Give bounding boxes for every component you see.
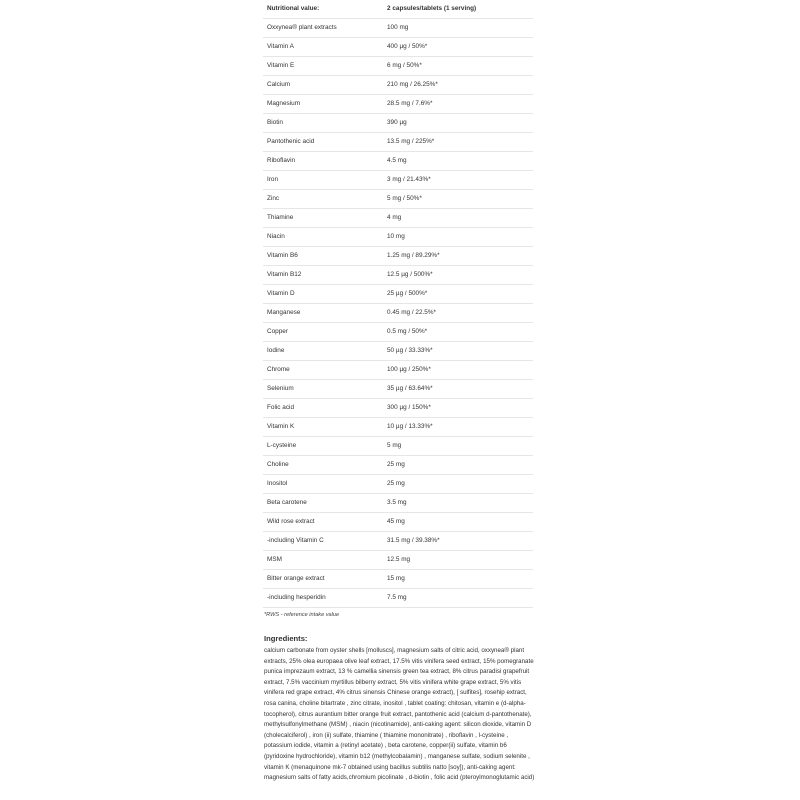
table-row [263,475,533,494]
nutrient-amount: 4 mg [383,209,533,228]
table-row [263,114,533,133]
nutrient-name: Beta carotene [263,494,383,513]
nutrient-amount: 100 mg [383,19,533,38]
table-row [263,304,533,323]
nutrient-amount: 10 mg [383,228,533,247]
nutrient-amount: 6 mg / 50%* [383,57,533,76]
table-row [263,418,533,437]
table-row [263,57,533,76]
table-row [263,437,533,456]
nutrient-name: Niacin [263,228,383,247]
header-nutrient-name: Nutritional value: [263,0,383,19]
nutrient-name: Calcium [263,76,383,95]
nutrient-name: L-cysteine [263,437,383,456]
table-row [263,228,533,247]
nutrition-table [263,0,533,608]
nutrient-amount: 31.5 mg / 39.38%* [383,532,533,551]
table-row [263,19,533,38]
nutrient-amount: 0.45 mg / 22.5%* [383,304,533,323]
table-row [263,323,533,342]
table-row [263,171,533,190]
table-row [263,342,533,361]
nutrient-amount: 25 mg [383,475,533,494]
table-row [263,247,533,266]
nutrient-name: Biotin [263,114,383,133]
nutrient-name: Wild rose extract [263,513,383,532]
nutrient-amount: 13.5 mg / 225%* [383,133,533,152]
nutrient-name: Zinc [263,190,383,209]
table-row [263,266,533,285]
nutrient-amount: 28.5 mg / 7.6%* [383,95,533,114]
nutrient-name: Bitter orange extract [263,570,383,589]
table-header-row [263,0,533,19]
nutrient-amount: 35 µg / 63.64%* [383,380,533,399]
table-row [263,494,533,513]
nutrient-name: Vitamin A [263,38,383,57]
table-row [263,532,533,551]
ingredients-heading: Ingredients: [264,634,308,643]
nutrient-name: Folic acid [263,399,383,418]
nutrient-amount: 3 mg / 21.43%* [383,171,533,190]
nutrient-amount: 5 mg / 50%* [383,190,533,209]
nutrient-name: Iron [263,171,383,190]
nutrient-amount: 7.5 mg [383,589,533,608]
nutrient-name: -including Vitamin C [263,532,383,551]
nutrient-amount: 12.5 mg [383,551,533,570]
nutrient-name: Manganese [263,304,383,323]
nutrient-amount: 1.25 mg / 89.29%* [383,247,533,266]
nutrient-name: Vitamin B12 [263,266,383,285]
nutrient-amount: 400 µg / 50%* [383,38,533,57]
ingredients-text: calcium carbonate from oyster shells [molluscs], magnesium salts of citric acid, oxxynea® plant extracts, 25% olea europaea olive leaf extract, 17.5% vitis vinifera seed extract, 15% pomegranate punica imprezaum extract, 13 % camellia sinensis green tea extract, 8% citrus paradisi grapefruit extract, 7.5% vaccinium myrtillus bilberry extract, 5% vitis vinifera white grape extract, 5% vitis vinifera red grape extract, 4% citrus sinensis Chinese orange extract), [ sulfites], rosehip extract, rosa canina, choline bitartrate , zinc citrate, inositol , tablet coating: chitosan, vitamin e (d-alpha-tocopherol), citrus aurantium bitter orange fruit extract, pantothenic acid (calcium d-pantothenate), methylsulfonylmethane (MSM) , niacin (nicotinamide), anti-caking agent: silicon dioxide, vitamin D (cholecalciferol) , iron (ii) sulfate, thiamine ( thiamine mononitrate) , riboflavin , l-cysteine , potassium iodide, vitamin a (retinyl acetate) , beta carotene, copper(ii) sulfate, vitamin b6 (pyridoxine hydrochloride), vitamin b12 (methylcobalamin) , manganese sulfate, sodium selenite , vitamin K (menaquinone mk-7 obtained using bacillus subtilis natto [soy]), anti-caking agent: magnesium salts of fatty acids,chromium picolinate , d-biotin , folic acid (pteroylmonoglutamic acid) [264,647,535,782]
table-row [263,513,533,532]
table-row [263,456,533,475]
nutrition-table-body [263,19,533,608]
nutrient-name: Vitamin B6 [263,247,383,266]
nutrient-name: -including hesperidin [263,589,383,608]
nutrient-name: MSM [263,551,383,570]
table-row [263,209,533,228]
nutrient-name: Vitamin K [263,418,383,437]
table-row [263,76,533,95]
nutrient-name: Oxxynea® plant extracts [263,19,383,38]
nutrient-amount: 12.5 µg / 500%* [383,266,533,285]
table-row [263,190,533,209]
nutrient-name: Thiamine [263,209,383,228]
table-row [263,95,533,114]
nutrient-name: Magnesium [263,95,383,114]
table-row [263,38,533,57]
table-row [263,551,533,570]
nutrition-table-head [263,0,533,19]
nutrient-amount: 5 mg [383,437,533,456]
nutrient-amount: 10 µg / 13.33%* [383,418,533,437]
nutrient-amount: 390 µg [383,114,533,133]
nutrient-amount: 3.5 mg [383,494,533,513]
nutrient-amount: 0.5 mg / 50%* [383,323,533,342]
reference-intake-note: *RWS - reference intake value [264,612,340,618]
nutrient-name: Copper [263,323,383,342]
table-row [263,399,533,418]
nutrient-name: Iodine [263,342,383,361]
nutrient-name: Pantothenic acid [263,133,383,152]
nutrient-name: Selenium [263,380,383,399]
table-row [263,152,533,171]
nutrient-name: Chrome [263,361,383,380]
nutrient-name: Choline [263,456,383,475]
nutrient-name: Inositol [263,475,383,494]
nutrient-amount: 45 mg [383,513,533,532]
header-serving-amount: 2 capsules/tablets (1 serving) [383,0,533,19]
nutrient-amount: 4.5 mg [383,152,533,171]
nutrient-amount: 50 µg / 33.33%* [383,342,533,361]
table-row [263,361,533,380]
nutrient-name: Vitamin D [263,285,383,304]
table-row [263,589,533,608]
nutrient-amount: 25 mg [383,456,533,475]
table-row [263,133,533,152]
table-row [263,285,533,304]
table-row [263,570,533,589]
nutrient-amount: 210 mg / 26.25%* [383,76,533,95]
table-row [263,380,533,399]
nutrient-amount: 300 µg / 150%* [383,399,533,418]
nutrient-amount: 25 µg / 500%* [383,285,533,304]
nutrient-name: Riboflavin [263,152,383,171]
nutrient-amount: 15 mg [383,570,533,589]
nutrient-name: Vitamin E [263,57,383,76]
nutrient-amount: 100 µg / 250%* [383,361,533,380]
